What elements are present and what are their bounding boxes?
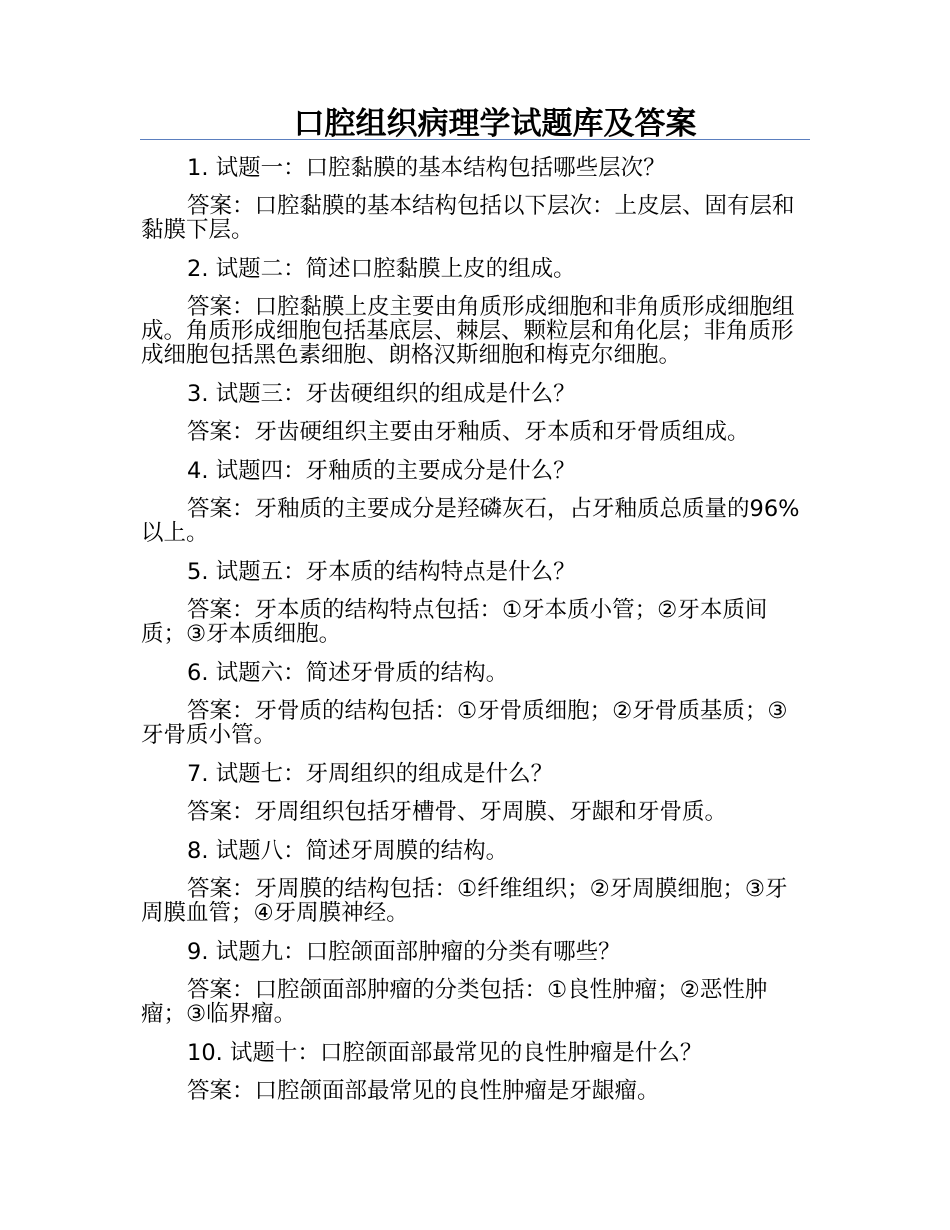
question-8: 8. 试题八：简述牙周膜的结构。 [187,838,509,864]
question-2: 2. 试题二：简述口腔黏膜上皮的组成。 [187,256,576,282]
answer-1: 答案：口腔黏膜的基本结构包括以下层次：上皮层、固有层和黏膜下层。 [141,193,795,243]
question-10: 10. 试题十：口腔颌面部最常见的良性肿瘤是什么？ [187,1040,703,1066]
title-underline [140,139,810,140]
answer-9: 答案：口腔颌面部肿瘤的分类包括：①良性肿瘤；②恶性肿瘤；③临界瘤。 [141,977,768,1027]
question-9: 9. 试题九：口腔颌面部肿瘤的分类有哪些？ [187,939,621,965]
answer-4: 答案：牙釉质的主要成分是羟磷灰石，占牙釉质总质量的96%以上。 [141,496,800,546]
question-6: 6. 试题六：简述牙骨质的结构。 [187,660,509,686]
answer-8: 答案：牙周膜的结构包括：①纤维组织；②牙周膜细胞；③牙周膜血管；④牙周膜神经。 [141,876,788,926]
answer-10: 答案：口腔颌面部最常见的良性肿瘤是牙龈瘤。 [187,1078,660,1104]
question-4: 4. 试题四：牙釉质的主要成分是什么？ [187,458,576,484]
question-3: 3. 试题三：牙齿硬组织的组成是什么？ [187,381,576,407]
question-1: 1. 试题一：口腔黏膜的基本结构包括哪些层次？ [187,155,666,181]
answer-6: 答案：牙骨质的结构包括：①牙骨质细胞；②牙骨质基质；③牙骨质小管。 [141,698,788,748]
qa-list [141,156,809,1118]
question-5: 5. 试题五：牙本质的结构特点是什么？ [187,559,576,585]
question-7: 7. 试题七：牙周组织的组成是什么？ [187,761,554,787]
answer-3: 答案：牙齿硬组织主要由牙釉质、牙本质和牙骨质组成。 [187,419,750,445]
answer-5: 答案：牙本质的结构特点包括：①牙本质小管；②牙本质间质；③牙本质细胞。 [141,597,768,647]
answer-7: 答案：牙周组织包括牙槽骨、牙周膜、牙龈和牙骨质。 [187,799,728,825]
answer-2: 答案：口腔黏膜上皮主要由角质形成细胞和非角质形成细胞组成。角质形成细胞包括基底层、棘层、颗粒层和角化层；非角质形成细胞包括黑色素细胞、朗格汉斯细胞和梅克尔细胞。 [141,294,795,368]
document-title: 口腔组织病理学试题库及答案 [293,106,697,142]
